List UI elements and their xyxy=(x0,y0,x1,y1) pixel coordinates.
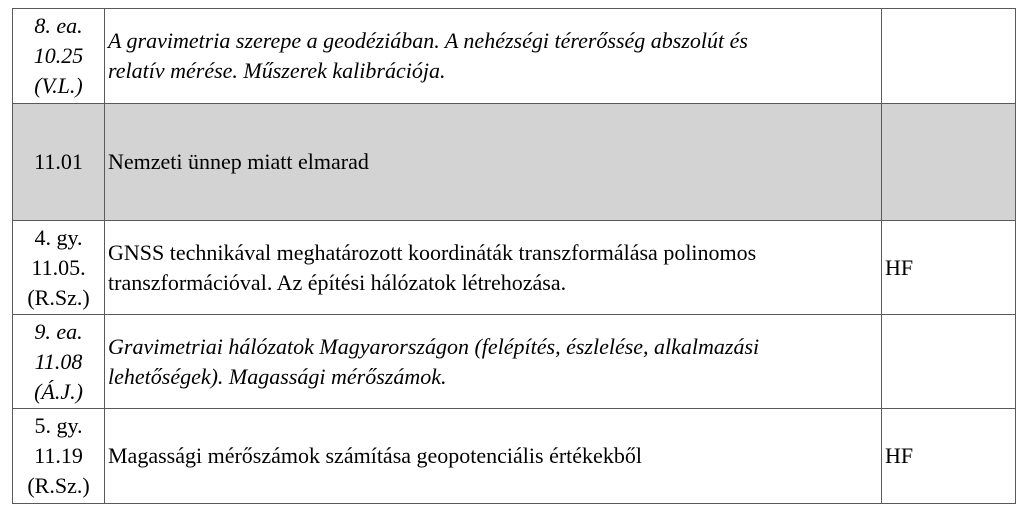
session-note-cell xyxy=(882,9,1016,104)
topic-line: lehetőségek). Magassági mérőszámok. xyxy=(108,363,447,389)
table-row xyxy=(13,104,1016,221)
session-topic-cell xyxy=(105,409,882,504)
session-note-cell: HF xyxy=(882,221,1016,315)
session-topic-cell xyxy=(105,9,882,104)
session-label: 9. ea. xyxy=(34,318,83,344)
table-row xyxy=(13,221,1016,315)
session-date-cell xyxy=(13,104,105,221)
topic-line: Nemzeti ünnep miatt elmarad xyxy=(108,149,369,174)
session-note-cell: HF xyxy=(882,409,1016,504)
session-date-cell xyxy=(13,9,105,104)
table-row xyxy=(13,315,1016,409)
session-instructor: (Á.J.) xyxy=(34,378,83,404)
session-date: 11.08 xyxy=(34,348,83,374)
topic-line: transzformációval. Az építési hálózatok létrehozása. xyxy=(108,269,567,295)
session-label: 5. gy. xyxy=(34,413,83,438)
session-note-cell xyxy=(882,315,1016,409)
session-date: 11.19 xyxy=(34,443,83,468)
session-topic-cell xyxy=(105,104,882,221)
session-date: 11.01 xyxy=(34,149,83,174)
session-label: 8. ea. xyxy=(34,13,83,38)
topic-line: Magassági mérőszámok számítása geopotenciális értékekből xyxy=(108,443,642,468)
session-instructor: (R.Sz.) xyxy=(27,284,90,310)
session-instructor: (V.L.) xyxy=(34,73,83,98)
session-note-cell xyxy=(882,104,1016,221)
table-row xyxy=(13,409,1016,504)
topic-line: Gravimetriai hálózatok Magyarországon (felépítés, észlelése, alkalmazási xyxy=(108,333,760,359)
course-schedule-table xyxy=(12,8,1016,504)
session-date: 10.25 xyxy=(33,43,84,68)
session-date-cell xyxy=(13,409,105,504)
topic-line: GNSS technikával meghatározott koordináták transzformálása polinomos xyxy=(108,239,757,265)
session-instructor: (R.Sz.) xyxy=(27,473,90,498)
session-date: 11.05. xyxy=(31,254,86,280)
session-date-cell xyxy=(13,315,105,409)
topic-line: relatív mérése. Műszerek kalibrációja. xyxy=(108,58,446,83)
session-label: 4. gy. xyxy=(34,224,83,250)
topic-line: A gravimetria szerepe a geodéziában. A nehézségi térerősség abszolút és xyxy=(108,28,748,53)
session-topic-cell xyxy=(105,315,882,409)
session-date-cell xyxy=(13,221,105,315)
table-row xyxy=(13,9,1016,104)
session-topic-cell xyxy=(105,221,882,315)
